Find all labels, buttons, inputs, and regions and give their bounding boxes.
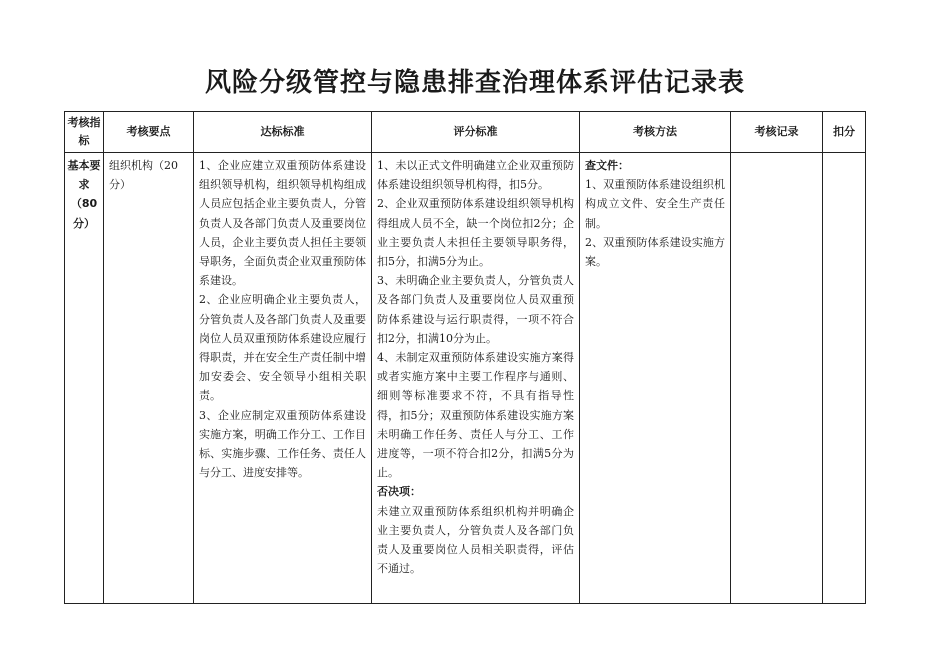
assessment-table	[64, 111, 866, 604]
header-standard: 达标标准	[194, 112, 372, 153]
scoring-item: 4、未制定双重预防体系建设实施方案得或者实施方案中主要工作程序与通则、细则等标准要求不符，不具有指导性得，扣5分；双重预防体系建设实施方案未明确工作任务、责任人与分工、工作进度等，一项不符合扣2分，扣满5分为止。	[377, 351, 574, 480]
header-row	[65, 112, 866, 153]
method-item: 1、双重预防体系建设组织机构成立文件、安全生产责任制。	[585, 178, 725, 230]
veto-text: 未建立双重预防体系组织机构并明确企业主要负责人，分管负责人及各部门负责人及重要岗位人员相关职责得，评估不通过。	[377, 504, 574, 576]
header-deduction: 扣分	[823, 112, 866, 153]
method-item: 2、双重预防体系建设实施方案。	[585, 235, 725, 269]
scoring-cell	[372, 153, 580, 604]
deduction-cell[interactable]	[823, 153, 866, 604]
header-points: 考核要点	[104, 112, 194, 153]
method-cell	[580, 153, 731, 604]
standard-item: 3、企业应制定双重预防体系建设实施方案，明确工作分工、工作目标、实施步骤、工作任务、责任人与分工、进度安排等。	[199, 408, 366, 480]
header-scoring: 评分标准	[372, 112, 580, 153]
scoring-item: 1、未以正式文件明确建立企业双重预防体系建设组织领导机构得，扣5分。	[377, 159, 574, 192]
record-cell[interactable]	[731, 153, 823, 604]
scoring-item: 2、企业双重预防体系建设组织领导机构得组成人员不全，缺一个岗位扣2分；企业主要负责人未担任主要领导职务得，扣5分，扣满5分为止。	[377, 197, 574, 269]
standard-item: 2、企业应明确企业主要负责人，分管负责人及各部门负责人及重要岗位人员双重预防体系建设应履行得职责，并在安全生产责任制中增加安委会、安全领导小组相关职责。	[199, 293, 366, 403]
standard-item: 1、企业应建立双重预防体系建设组织领导机构，组织领导机构组成人员应包括企业主要负责人，分管负责人及各部门负责人及重要岗位人员，企业主要负责人担任主要领导职务，全面负责企业双重预防体系建设。	[199, 159, 366, 288]
scoring-item: 3、未明确企业主要负责人，分管负责人及各部门负责人及重要岗位人员双重预防体系建设与运行职责得，一项不符合扣2分，扣满10分为止。	[377, 274, 574, 345]
points-cell: 组织机构（20分）	[104, 153, 194, 604]
veto-label: 否决项：	[377, 485, 421, 499]
method-label: 查文件：	[585, 159, 629, 172]
header-indicator: 考核指标	[65, 112, 104, 153]
document-title: 风险分级管控与隐患排查治理体系评估记录表	[204, 68, 745, 98]
standard-cell	[194, 153, 372, 604]
header-method: 考核方法	[580, 112, 731, 153]
table-row	[65, 153, 866, 604]
indicator-cell: 基本要求（80分）	[65, 153, 104, 604]
header-record: 考核记录	[731, 112, 823, 153]
